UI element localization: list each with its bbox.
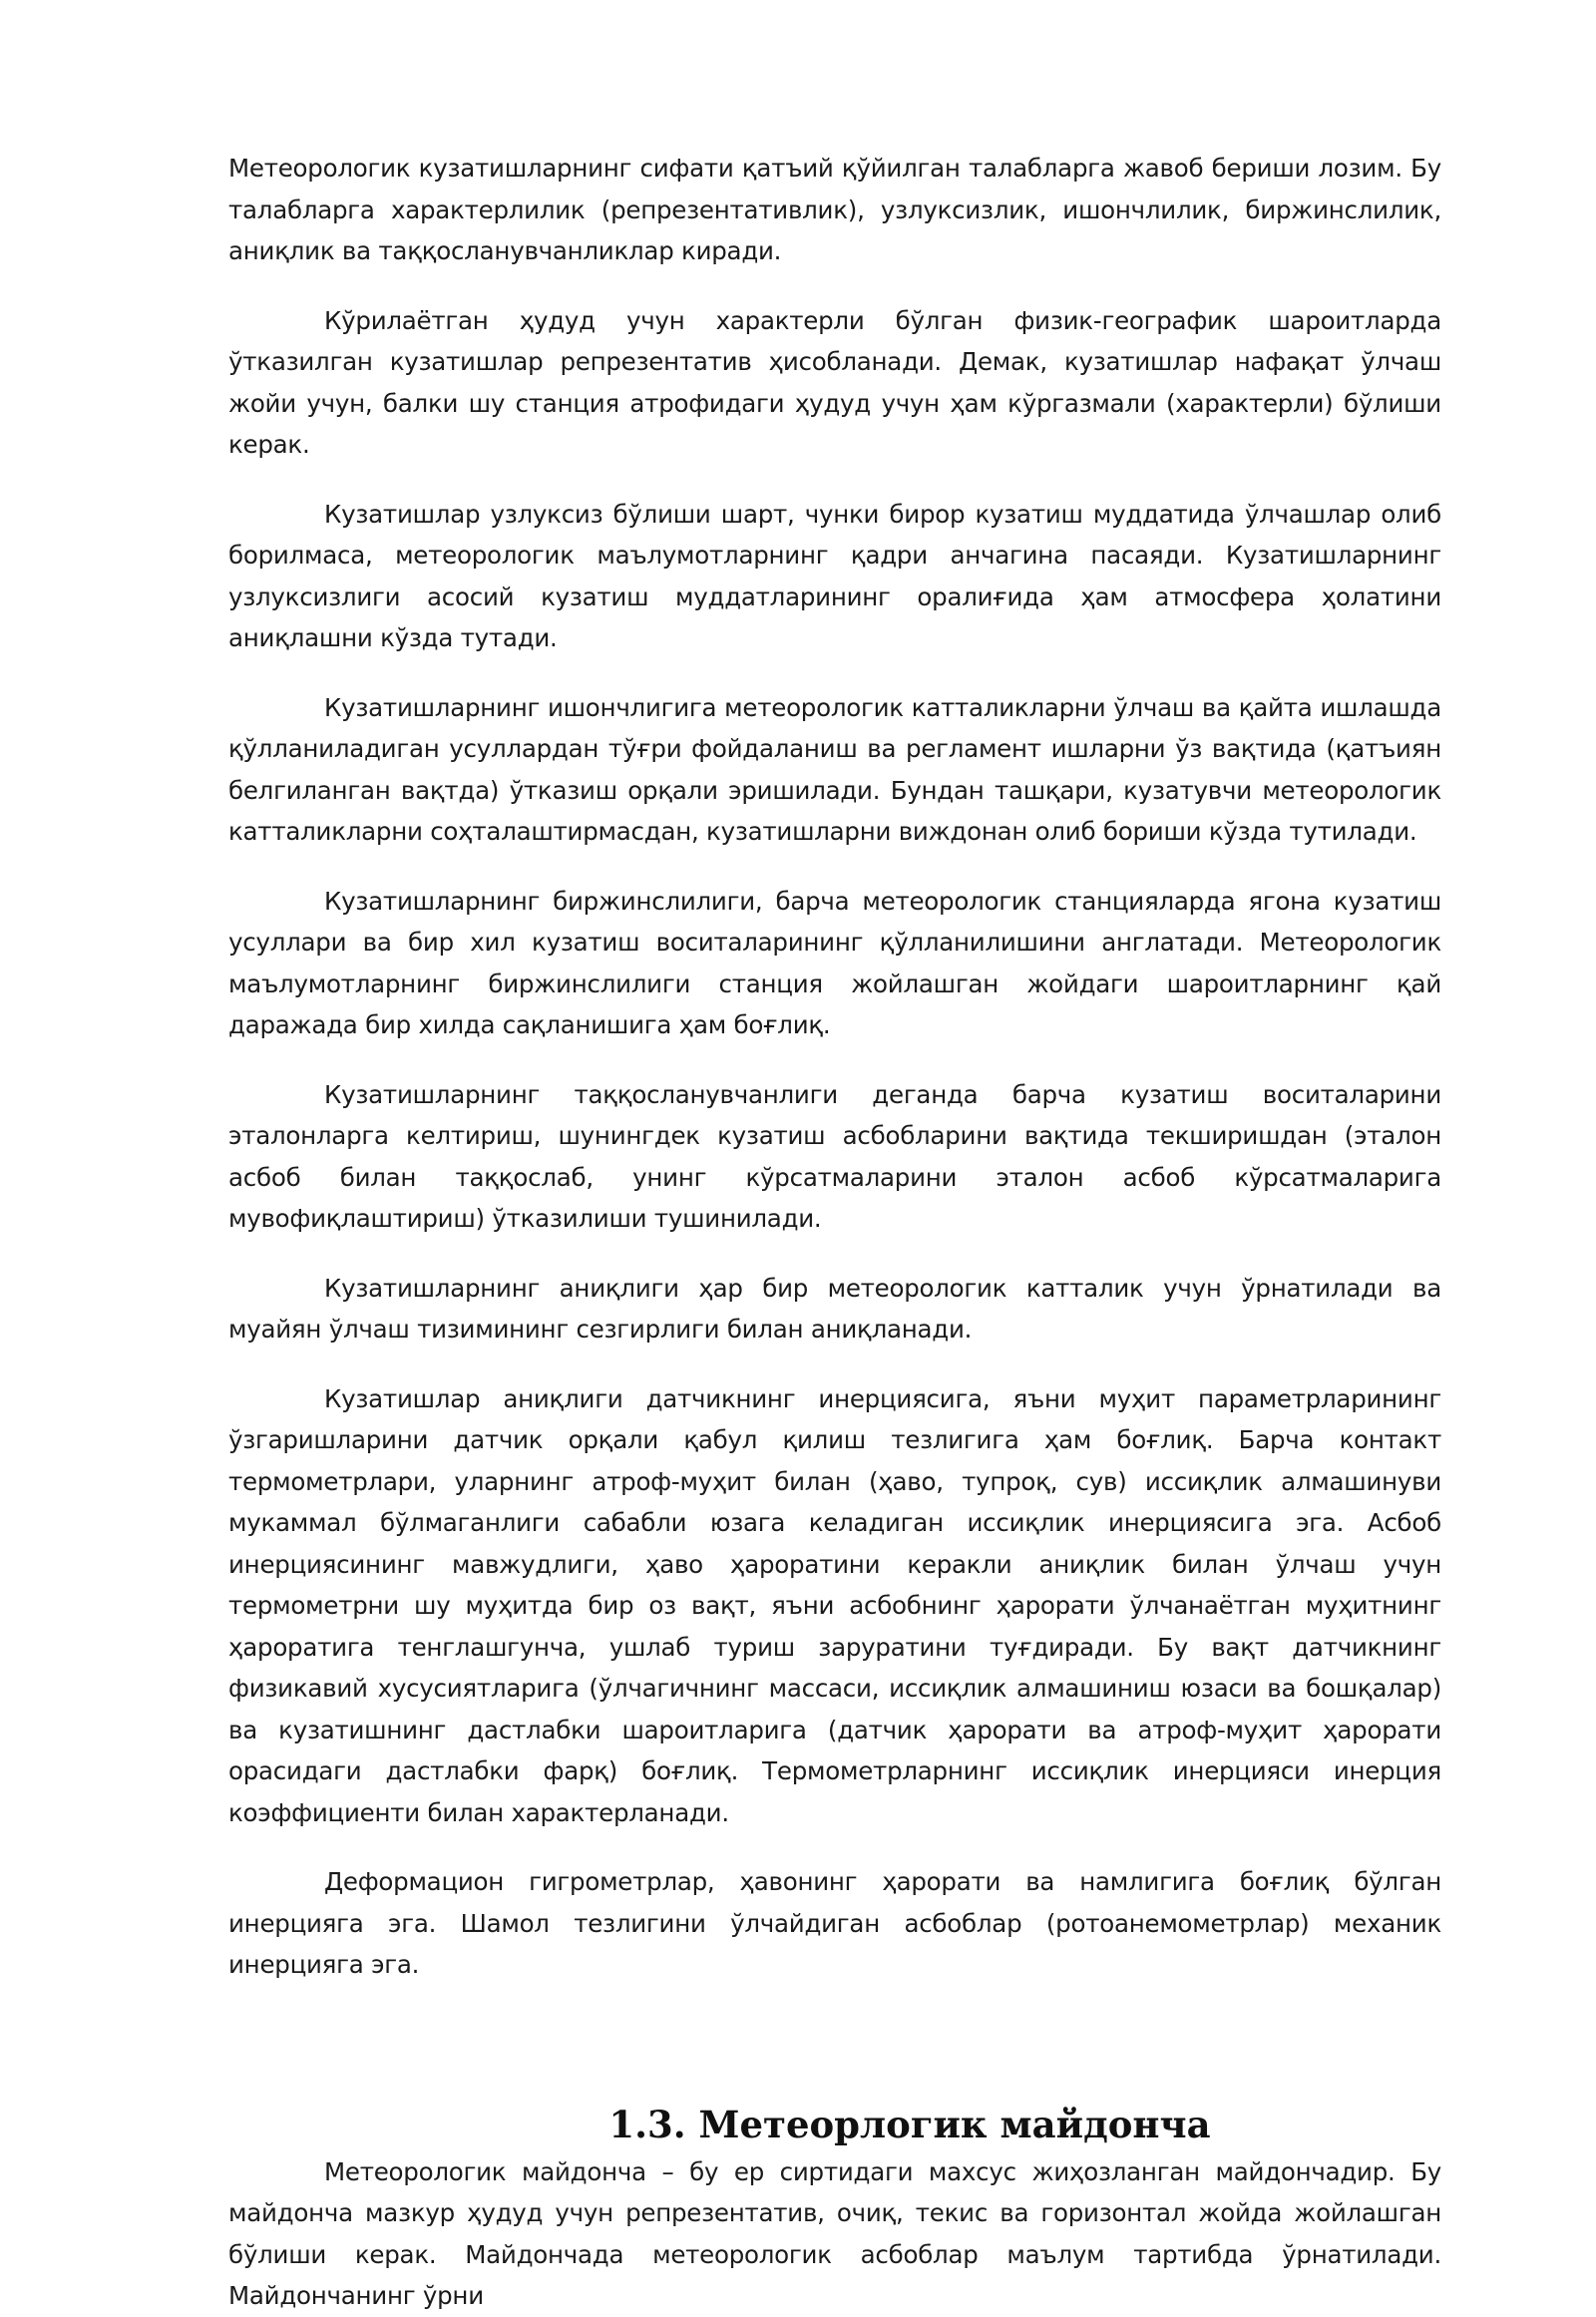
paragraph-observation-quality: Метеорологик кузатишларнинг сифати қатъий қўйилган талабларга жавоб бериши лозим. Бу талабларга характерлилик (репрезентативлик), узлуксизлик, ишончлилик, биржинслилик, аниқлик ва таққосланувчанликлар киради. xyxy=(228,154,1441,265)
paragraph-continuity: Кузатишлар узлуксиз бўлиши шарт, чунки бирор кузатиш муддатида ўлчашлар олиб борилмаса, метеорологик маълумотларнинг қадри анчагина пасаяди. Кузатишларнинг узлуксизлиги асосий кузатиш муддатларининг оралиғида ҳам атмосфера ҳолатини аниқлашни кўзда тутади. xyxy=(228,499,1441,652)
paragraph-homogeneity: Кузатишларнинг биржинслилиги, барча метеорологик станцияларда ягона кузатиш усуллари ва бир хил кузатиш воситаларининг қўлланилишини англатади. Метеорологик маълумотларнинг биржинслилиги станция жойлашган жойдаги шароитларнинг қай даражада бир хилда сақланишига ҳам боғлиқ. xyxy=(228,886,1441,1039)
paragraph-sensor-inertia: Кузатишлар аниқлиги датчикнинг инерциясига, яъни муҳит параметрларининг ўзгаришларини датчик орқали қабул қилиш тезлигига ҳам боғлиқ. Барча контакт термометрлари, уларнинг атроф-муҳит билан (ҳаво, тупроқ, сув) иссиқлик алмашинуви мукаммал бўлмаганлиги сабабли юзага келадиган иссиқлик инерциясига эга. Асбоб инерциясининг мавжудлиги, ҳаво ҳароратини керакли аниқлик билан ўлчаш учун термометрни шу муҳитда бир оз вақт, яъни асбобнинг ҳарорати ўлчанаётган муҳитнинг ҳароратига тенглашгунча, ушлаб туриш заруратини туғдиради. Бу вақт датчикнинг физикавий хусусиятларига (ўлчагичнинг массаси, иссиқлик алмашиниш юзаси ва бошқалар) ва кузатишнинг дастлабки шароитларига (датчик ҳарорати ва атроф-муҳит ҳарорати орасидаги дастлабки фарқ) боғлиқ. Термометрларнинг иссиқлик инерцияси инерция коэффициенти билан характерланади. xyxy=(228,1383,1441,1827)
paragraph-accuracy: Кузатишларнинг аниқлиги ҳар бир метеорологик катталик учун ўрнатилади ва муайян ўлчаш тизимининг сезгирлиги билан аниқланади. xyxy=(228,1273,1441,1344)
document-body xyxy=(228,148,1441,2317)
paragraph-representativeness: Кўрилаётган ҳудуд учун характерли бўлган физик-географик шароитларда ўтказилган кузатишлар репрезентатив ҳисобланади. Демак, кузатишлар нафақат ўлчаш жойи учун, балки шу станция атрофидаги ҳудуд учун ҳам кўргазмали (характерли) бўлиши керак. xyxy=(228,305,1441,459)
paragraph-reliability: Кузатишларнинг ишончлигига метеорологик катталикларни ўлчаш ва қайта ишлашда қўлланиладиган усуллардан тўғри фойдаланиш ва регламент ишларни ўз вақтида (қатъиян белгиланган вақтда) ўтказиш орқали эришилади. Бундан ташқари, кузатувчи метеорологик катталикларни соҳталаштирмасдан, кузатишларни виждонан олиб бориши кўзда тутилади. xyxy=(228,692,1441,846)
section-heading: 1.3. Метеорлогик майдонча xyxy=(608,2102,1211,2146)
paragraph-meteorological-site: Метеорологик майдонча – бу ер сиртидаги махсус жиҳозланган майдончадир. Бу майдонча мазкур ҳудуд учун репрезентатив, очиқ, текис ва горизонтал жойда жойлашган бўлиши керак. Майдончада метеорологик асбоблар маълум тартибда ўрнатилади. Майдончанинг ўрни xyxy=(228,2156,1441,2310)
paragraph-comparability: Кузатишларнинг таққосланувчанлиги деганда барча кузатиш воситаларини эталонларга келтириш, шунингдек кузатиш асбобларини вақтида текширишдан (эталон асбоб билан таққослаб, унинг кўрсатмаларини эталон асбоб кўрсатмаларига мувофиқлаштириш) ўтказилиши тушинилади. xyxy=(228,1079,1441,1233)
paragraph-hygrometers: Деформацион гигрометрлар, ҳавонинг ҳарорати ва намлигига боғлиқ бўлган инерцияга эга. Шамол тезлигини ўлчайдиган асбоблар (ротоанемометрлар) механик инерцияга эга. xyxy=(228,1867,1441,1979)
